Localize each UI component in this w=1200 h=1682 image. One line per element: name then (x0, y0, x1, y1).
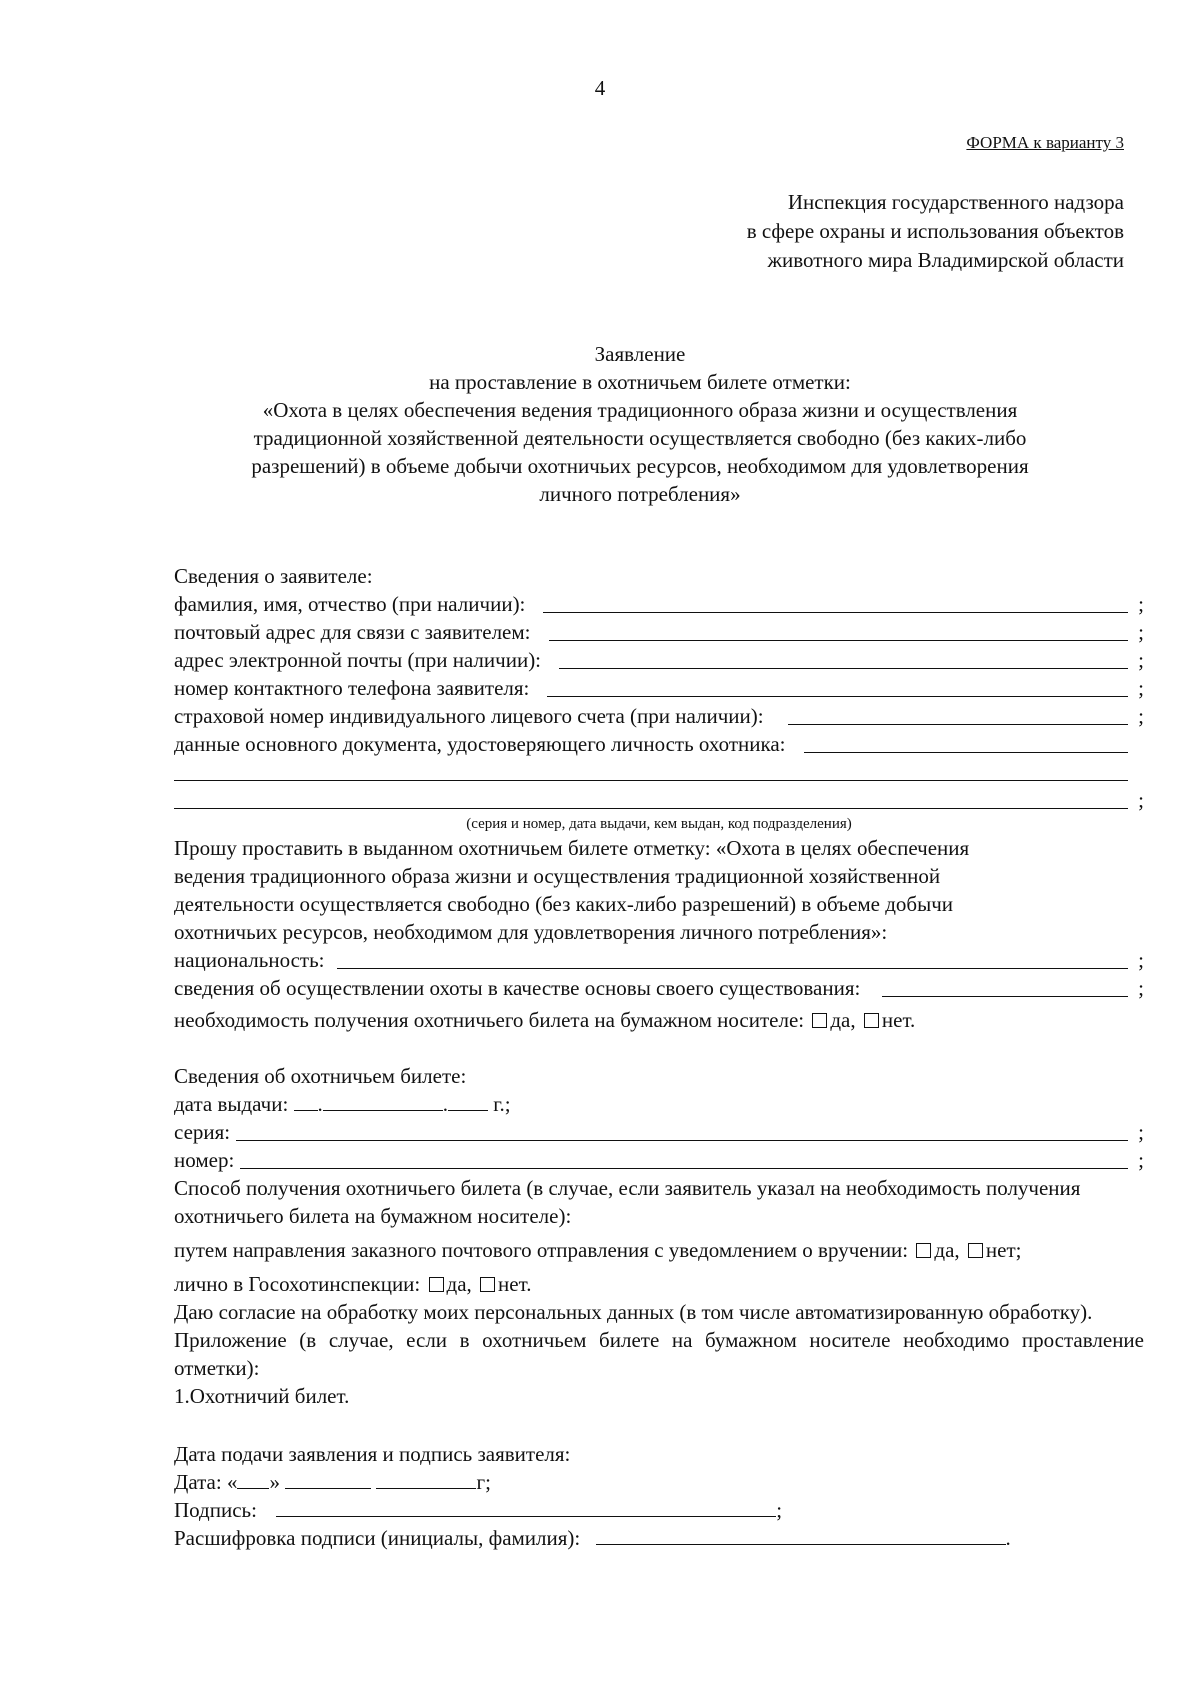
hunting-basis-input-line[interactable] (882, 977, 1128, 997)
field-signature (174, 1496, 1144, 1524)
form-variant-label: ФОРМА к варианту 3 (966, 133, 1124, 152)
full-name-input-line[interactable] (543, 593, 1128, 613)
personal-no-label: нет. (498, 1272, 532, 1296)
field-label: национальность: (174, 948, 325, 972)
field-end: ; (1138, 1120, 1144, 1144)
addressee-line: в сфере охраны и использования объектов (746, 219, 1124, 243)
consent-text: Даю согласие на обработку моих персональных данных (в том числе автоматизированную обработку). (174, 1300, 1093, 1324)
field-end: ; (1138, 676, 1144, 700)
paper-yes-label: да, (830, 1008, 856, 1032)
mail-yes-checkbox[interactable] (916, 1243, 931, 1258)
field-end: ; (1138, 620, 1144, 644)
title-line: личного потребления» (539, 482, 741, 506)
paper-no-label: нет. (881, 1008, 916, 1032)
title-heading: Заявление (594, 342, 686, 366)
field-snils (174, 702, 1144, 730)
applicant-heading: Сведения о заявителе: (174, 564, 373, 588)
email-input-line[interactable] (559, 649, 1128, 669)
identity-document-extra-line (174, 786, 1144, 814)
signature-heading: Дата подачи заявления и подпись заявителя: (174, 1442, 571, 1466)
signature-decoding-input-line[interactable] (596, 1526, 1006, 1545)
document-title (200, 340, 1080, 508)
addressee-block (747, 188, 1124, 275)
field-signature-decoding (174, 1524, 1144, 1552)
request-line: ведения традиционного образа жизни и осуществления традиционной хозяйственной (174, 864, 941, 888)
identity-document-input-line-2[interactable] (174, 761, 1128, 781)
field-ticket-series (174, 1118, 1144, 1146)
attachment-text: Приложение (в случае, если в охотничьем билете на бумажном носителе необходимо проставление отметки): (174, 1328, 1144, 1380)
identity-document-extra-line (174, 758, 1144, 786)
date-suffix: г.; (493, 1092, 511, 1116)
field-hunting-basis (174, 974, 1144, 1002)
field-full-name (174, 590, 1144, 618)
field-end: ; (1138, 788, 1144, 812)
field-nationality (174, 946, 1144, 974)
field-end: . (1005, 1526, 1011, 1550)
delivery-in-person (174, 1270, 1144, 1298)
submission-year-input-line[interactable] (376, 1470, 476, 1489)
applicant-section (174, 562, 1144, 1552)
title-line: традиционной хозяйственной деятельности осуществляется свободно (без каких-либо (253, 426, 1027, 450)
delivery-method-intro: Способ получения охотничьего билета (в случае, если заявитель указал на необходимость получения охотничьего билета на бумажном носителе): (174, 1176, 1081, 1228)
field-label: Расшифровка подписи (инициалы, фамилия): (174, 1526, 581, 1550)
personal-no-checkbox[interactable] (480, 1277, 495, 1292)
nationality-input-line[interactable] (337, 949, 1128, 969)
paper-yes-checkbox[interactable] (812, 1013, 827, 1028)
personal-yes-checkbox[interactable] (429, 1277, 444, 1292)
mail-no-label: нет; (985, 1238, 1022, 1262)
paper-ticket-question (174, 1006, 1144, 1034)
identity-document-input-line[interactable] (804, 733, 1128, 753)
ticket-year-input-line[interactable] (448, 1092, 488, 1111)
field-end: ; (776, 1498, 783, 1522)
identity-document-caption: (серия и номер, дата выдачи, кем выдан, код подразделения) (466, 816, 852, 832)
field-end: ; (1138, 648, 1144, 672)
field-end: ; (1138, 976, 1144, 1000)
request-line: охотничьих ресурсов, необходимом для удовлетворения личного потребления»: (174, 920, 888, 944)
field-label: Дата: « (174, 1470, 238, 1494)
ticket-month-input-line[interactable] (323, 1092, 443, 1111)
field-label: Подпись: (174, 1498, 257, 1522)
date-suffix: г; (476, 1470, 491, 1494)
field-label: данные основного документа, удостоверяющего личность охотника: (174, 732, 786, 756)
personal-yes-label: да, (446, 1272, 472, 1296)
field-identity-document (174, 730, 1144, 758)
ticket-number-input-line[interactable] (240, 1149, 1128, 1169)
addressee-line: Инспекция государственного надзора (787, 190, 1124, 214)
submission-month-input-line[interactable] (285, 1470, 371, 1489)
field-label: серия: (174, 1120, 231, 1144)
signature-input-line[interactable] (276, 1498, 776, 1517)
field-label: номер контактного телефона заявителя: (174, 676, 530, 700)
field-end: ; (1138, 704, 1144, 728)
ticket-heading: Сведения об охотничьем билете: (174, 1064, 467, 1088)
field-submission-date (174, 1468, 1144, 1496)
request-line: Прошу проставить в выданном охотничьем билете отметку: «Охота в целях обеспечения (174, 836, 970, 860)
mail-label: путем направления заказного почтового отправления с уведомлением о вручении: (174, 1238, 909, 1262)
attachment-item: 1.Охотничий билет. (174, 1384, 350, 1408)
addressee-line: животного мира Владимирской области (767, 248, 1124, 272)
field-label: страховой номер индивидуального лицевого счета (при наличии): (174, 704, 764, 728)
field-end: ; (1138, 1148, 1144, 1172)
ticket-day-input-line[interactable] (294, 1092, 318, 1111)
page-number: 4 (594, 76, 606, 100)
field-end: ; (1138, 948, 1144, 972)
identity-document-input-line-3[interactable] (174, 789, 1128, 809)
delivery-by-mail (174, 1236, 1144, 1264)
title-line: разрешений) в объеме добычи охотничьих ресурсов, необходимом для удовлетворения (251, 454, 1029, 478)
field-email (174, 646, 1144, 674)
date-separator: . (317, 1092, 323, 1116)
mail-yes-label: да, (934, 1238, 960, 1262)
field-label: сведения об осуществлении охоты в качестве основы своего существования: (174, 976, 861, 1000)
field-end: ; (1138, 592, 1144, 616)
field-ticket-number (174, 1146, 1144, 1174)
field-ticket-date (174, 1090, 1144, 1118)
date-separator: . (442, 1092, 449, 1116)
phone-input-line[interactable] (547, 677, 1128, 697)
field-label: адрес электронной почты (при наличии): (174, 648, 542, 672)
paper-ticket-label: необходимость получения охотничьего билета на бумажном носителе: (174, 1008, 805, 1032)
personal-label: лично в Госохотинспекции: (174, 1272, 421, 1296)
ticket-series-input-line[interactable] (236, 1121, 1128, 1141)
field-label: почтовый адрес для связи с заявителем: (174, 620, 531, 644)
postal-address-input-line[interactable] (549, 621, 1129, 641)
date-quote: » (269, 1470, 280, 1494)
field-phone (174, 674, 1144, 702)
snils-input-line[interactable] (788, 705, 1128, 725)
title-line: «Охота в целях обеспечения ведения традиционного образа жизни и осуществления (262, 398, 1018, 422)
submission-day-input-line[interactable] (237, 1470, 269, 1489)
title-line: на проставление в охотничьем билете отметки: (429, 370, 851, 394)
field-label: номер: (174, 1148, 235, 1172)
field-postal-address (174, 618, 1144, 646)
field-label: фамилия, имя, отчество (при наличии): (174, 592, 526, 616)
field-label: дата выдачи: (174, 1092, 289, 1116)
request-line: деятельности осуществляется свободно (без каких-либо разрешений) в объеме добычи (174, 892, 953, 916)
mail-no-checkbox[interactable] (968, 1243, 983, 1258)
paper-no-checkbox[interactable] (864, 1013, 879, 1028)
